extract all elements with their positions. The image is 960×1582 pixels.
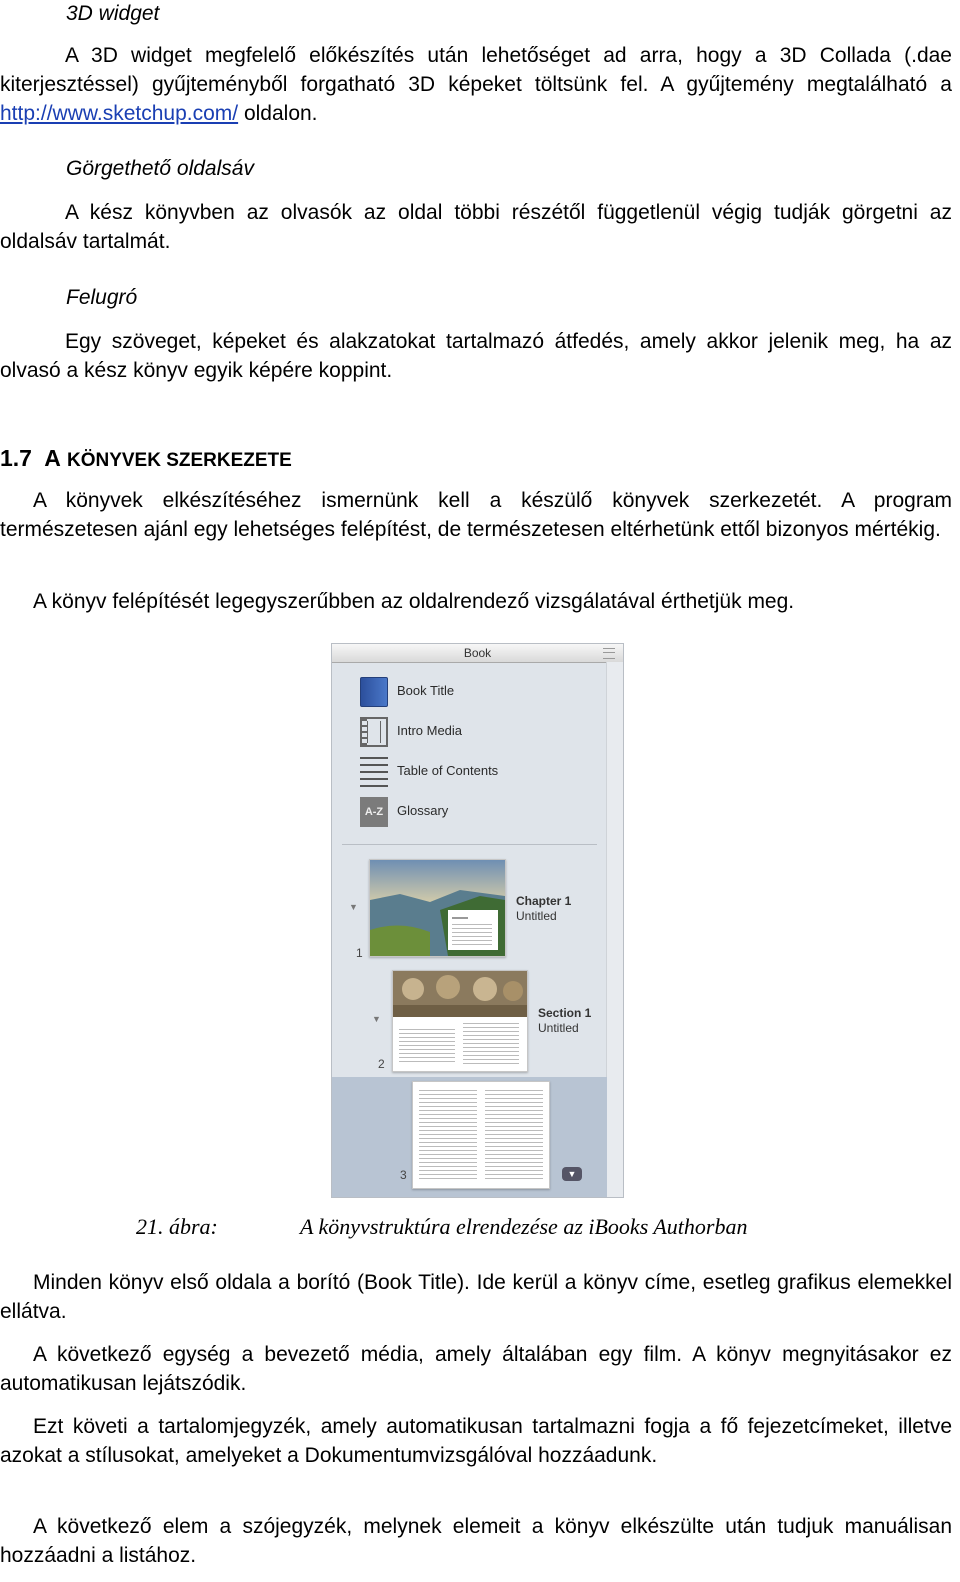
sidebar-item-label: Intro Media (397, 723, 463, 738)
sidebar-item-label: Glossary (397, 803, 449, 818)
disclosure-triangle-icon[interactable]: ▼ (372, 1014, 381, 1024)
paragraph-table-of-contents: Ezt követi a tartalomjegyzék, amely automatikusan tartalmazni fogja a fő fejezetcímeket, illetve azokat a stílusokat, amelyeket a Dokumentumvizsgálóval hozzáadunk. (0, 1415, 952, 1467)
paragraph-3d-widget (0, 41, 952, 128)
page-number: 2 (378, 1057, 385, 1071)
page-thumbnail[interactable] (412, 1081, 550, 1189)
section-thumbnail[interactable] (392, 970, 528, 1072)
paragraph-scrolling-sidebar: A kész könyvben az olvasók az oldal többi részétől függetlenül végig tudják görgetni az oldalsáv tartalmát. (0, 201, 952, 253)
book-icon (360, 677, 388, 707)
az-icon: A-Z (360, 797, 388, 827)
sidebar-header-title: Book (463, 646, 492, 660)
sidebar-divider (342, 844, 597, 845)
caption-label: 21. ábra: (136, 1214, 218, 1239)
paragraph-popup: Egy szöveget, képeket és alakzatokat tartalmazó átfedés, amely akkor jelenik meg, ha az olvasó a kész könyv egyik képére koppint. (0, 330, 952, 382)
grip-icon (603, 648, 615, 659)
paragraph-structure: A könyvek elkészítéséhez ismernünk kell a készülő könyvek szerkezetét. A program természetesen ajánl egy lehetséges felépítést, de természetesen eltérhetünk ettől bizonyos mértékig. (0, 489, 952, 541)
text-lines (399, 1029, 455, 1065)
sidebar-scrollbar[interactable] (606, 662, 623, 1197)
heading-popup: Felugró (66, 286, 138, 309)
paragraph-glossary: A következő elem a szójegyzék, melynek elemeit a könyv elkészülte után tudjuk manuálisan hozzáadni a listához. (0, 1515, 952, 1567)
chapter-label (516, 894, 571, 924)
paragraph-cover: Minden könyv első oldala a borító (Book Title). Ide kerül a könyv címe, esetleg grafikus elemekkel ellátva. (0, 1271, 952, 1323)
text-lines (419, 1090, 477, 1180)
scroll-down-icon[interactable]: ▼ (562, 1167, 582, 1181)
sidebar-item-label: Table of Contents (397, 763, 499, 778)
sidebar-item-book-title[interactable] (360, 675, 600, 709)
section-number: 1.7 (0, 445, 32, 471)
list-icon (360, 757, 388, 787)
sidebar-item-glossary[interactable] (360, 795, 600, 829)
chapter-subtitle: Untitled (516, 909, 557, 923)
film-icon (360, 717, 388, 747)
paragraph-3d-text: A 3D widget megfelelő előkészítés után lehetőséget ad arra, hogy a 3D Collada (.dae kiterjesztéssel) gyűjteményből forgatható 3D képeket töltsünk fel. A gyűjtemény megtalálható a (0, 44, 952, 96)
sidebar-item-intro-media[interactable] (360, 715, 600, 749)
book-sidebar-figure (331, 643, 624, 1198)
chapter-thumbnail[interactable] (369, 859, 506, 957)
text-lines (463, 1023, 519, 1065)
sidebar-item-label: Book Title (397, 683, 455, 698)
section-title: KÖNYVEK SZERKEZETE (66, 450, 292, 471)
caption-text: A könyvstruktúra elrendezése az iBooks Authorban (300, 1214, 748, 1239)
sketchup-link[interactable]: http://www.sketchup.com/ (0, 102, 239, 125)
page-number: 1 (356, 946, 363, 960)
page-number: 3 (400, 1168, 407, 1182)
section-title-label: Section 1 (538, 1006, 592, 1020)
disclosure-triangle-icon[interactable]: ▼ (349, 902, 358, 912)
text-lines (452, 924, 492, 948)
paragraph-intro-media: A következő egység a bevezető média, amely általában egy film. A könyv megnyitásakor ez automatikusan lejátszódik. (0, 1343, 952, 1395)
sculpture-image (393, 971, 527, 1017)
text-lines (485, 1090, 543, 1180)
section-heading (0, 443, 292, 476)
sidebar-header (332, 644, 623, 663)
paragraph-3d-tail: oldalon. (238, 102, 318, 125)
section-label (538, 1006, 591, 1036)
chapter-title: Chapter 1 (516, 894, 572, 908)
section-title-first-letter: A (44, 445, 61, 471)
paragraph-page-organizer: A könyv felépítését legegyszerűbben az oldalrendező vizsgálatával érthetjük meg. (33, 590, 795, 613)
heading-scrolling-sidebar: Görgethető oldalsáv (66, 157, 254, 180)
section-subtitle: Untitled (538, 1021, 579, 1035)
heading-3d-widget: 3D widget (66, 2, 160, 25)
sidebar-item-table-of-contents[interactable] (360, 755, 600, 789)
